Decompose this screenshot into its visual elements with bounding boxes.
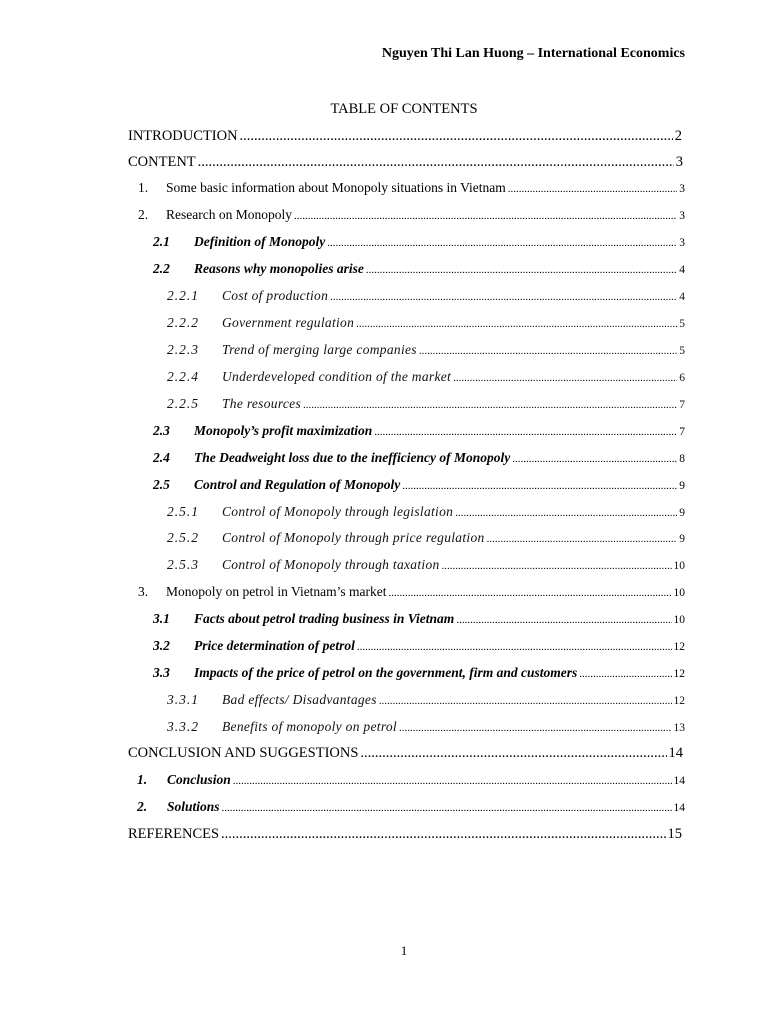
toc-leader <box>487 530 678 548</box>
toc-entry-2-2-1[interactable] <box>167 287 685 305</box>
toc-entry-page: 5 <box>679 345 685 357</box>
toc-entry-page: 3 <box>679 237 685 249</box>
toc-entry-page: 7 <box>679 426 685 438</box>
toc-entry-label: Monopoly’s profit maximization <box>194 423 373 438</box>
toc-entry-label: Bad effects/ Disadvantages <box>222 692 377 707</box>
toc-entry-label: The Deadweight loss due to the inefficiency of Monopoly <box>194 450 511 465</box>
toc-entry-number: 2.2.5 <box>167 396 199 411</box>
toc-entry-label: INTRODUCTION <box>128 128 238 144</box>
toc-entry-2-2-4[interactable] <box>167 368 685 386</box>
toc-leader <box>330 288 677 306</box>
toc-entry-number: 2. <box>138 207 149 222</box>
toc-entry-page: 2 <box>674 128 682 144</box>
toc-entry-2-5-1[interactable] <box>167 503 685 521</box>
toc-entry-number: 2.5.2 <box>167 530 199 545</box>
toc-entry-page: 5 <box>679 318 685 330</box>
toc-entry-page: 15 <box>667 826 682 842</box>
toc-entry-label: Conclusion <box>167 772 231 787</box>
toc-entry-content[interactable] <box>128 153 683 171</box>
toc-leader <box>419 342 677 360</box>
toc-leader <box>512 450 677 468</box>
toc-entry-2-3[interactable] <box>153 422 685 440</box>
toc-entry-number: 1. <box>137 772 148 787</box>
toc-entry-label: CONTENT <box>128 154 196 170</box>
toc-entry-label: Solutions <box>167 799 220 814</box>
toc-entry-page: 4 <box>679 291 685 303</box>
toc-leader <box>374 423 677 441</box>
toc-entry-label: Government regulation <box>222 315 355 330</box>
toc-entry-page: 12 <box>673 641 685 653</box>
toc-leader <box>379 692 672 710</box>
toc-entry-2-2-2[interactable] <box>167 314 685 332</box>
toc-leader <box>456 611 671 629</box>
toc-leader <box>508 180 677 198</box>
toc-entry-label: Benefits of monopoly on petrol <box>222 719 397 734</box>
toc-entry-solutions[interactable] <box>137 798 685 816</box>
toc-entry-number: 3.2 <box>153 638 170 653</box>
toc-entry-page: 10 <box>673 587 685 599</box>
page-header: Nguyen Thi Lan Huong – International Economics <box>381 46 685 61</box>
toc-entry-2-5[interactable] <box>153 476 685 494</box>
toc-leader <box>579 665 671 683</box>
toc-entry-page: 12 <box>673 668 685 680</box>
toc-entry-label: Price determination of petrol <box>194 638 355 653</box>
toc-entry-2-4[interactable] <box>153 449 685 467</box>
toc-entry-label: Impacts of the price of petrol on the government, firm and customers <box>194 665 578 680</box>
toc-entry-introduction[interactable] <box>128 127 682 145</box>
toc-entry-label: Control and Regulation of Monopoly <box>194 477 401 492</box>
toc-leader <box>294 207 677 225</box>
toc-entry-2-5-3[interactable] <box>167 556 685 574</box>
toc-entry-page: 14 <box>668 745 683 761</box>
toc-title: TABLE OF CONTENTS <box>330 101 478 117</box>
toc-entry-page: 3 <box>675 154 683 170</box>
toc-entry-label: Reasons why monopolies arise <box>194 261 364 276</box>
toc-leader <box>356 315 677 333</box>
toc-entry-page: 6 <box>679 372 685 384</box>
toc-entry-number: 2.2.4 <box>167 369 199 384</box>
toc-entry-3-2[interactable] <box>153 637 685 655</box>
toc-entry-label: Monopoly on petrol in Vietnam’s market <box>166 584 387 599</box>
toc-entry-3[interactable] <box>138 583 685 601</box>
toc-entry-number: 2. <box>137 799 148 814</box>
toc-leader <box>198 153 674 171</box>
toc-entry-number: 2.2 <box>153 261 170 276</box>
toc-entry-page: 3 <box>679 210 685 222</box>
toc-leader <box>402 477 677 495</box>
toc-entry-page: 14 <box>673 802 685 814</box>
toc-leader <box>327 234 677 252</box>
toc-entry-number: 2.2.3 <box>167 342 199 357</box>
toc-entry-page: 10 <box>673 614 685 626</box>
toc-leader <box>221 825 665 843</box>
toc-entry-number: 3.1 <box>153 611 170 626</box>
toc-entry-number: 2.3 <box>153 423 170 438</box>
toc-entry-1[interactable] <box>138 179 685 197</box>
toc-entry-label: Research on Monopoly <box>166 207 292 222</box>
toc-entry-label: Control of Monopoly through price regulation <box>222 530 485 545</box>
toc-entry-page: 14 <box>673 775 685 787</box>
toc-entry-label: Underdeveloped condition of the market <box>222 369 452 384</box>
toc-leader <box>303 396 677 414</box>
toc-entry-number: 3.3.2 <box>167 719 199 734</box>
toc-entry-2-1[interactable] <box>153 233 685 251</box>
toc-entry-2[interactable] <box>138 206 685 224</box>
toc-entry-label: CONCLUSION AND SUGGESTIONS <box>128 745 359 761</box>
toc-entry-3-3-1[interactable] <box>167 691 685 709</box>
toc-leader <box>222 799 672 817</box>
toc-entry-conclusion[interactable] <box>137 771 685 789</box>
toc-leader <box>389 584 672 602</box>
toc-entry-2-2-5[interactable] <box>167 395 685 413</box>
toc-entry-3-1[interactable] <box>153 610 685 628</box>
toc-entry-number: 2.5.1 <box>167 504 199 519</box>
toc-entry-label: The resources <box>222 396 302 411</box>
toc-entry-number: 2.2.1 <box>167 288 199 303</box>
toc-entry-number: 2.5.3 <box>167 557 199 572</box>
toc-leader <box>453 369 677 387</box>
toc-entry-3-3-2[interactable] <box>167 718 685 736</box>
toc-entry-label: REFERENCES <box>128 826 220 842</box>
toc-entry-number: 2.4 <box>153 450 170 465</box>
toc-entry-label: Facts about petrol trading business in Vietnam <box>194 611 455 626</box>
toc-entry-page: 3 <box>679 183 685 195</box>
toc-entry-label: Control of Monopoly through legislation <box>222 504 454 519</box>
toc-leader <box>366 261 677 279</box>
toc-entry-label: Trend of merging large companies <box>222 342 417 357</box>
toc-entry-number: 2.5 <box>153 477 170 492</box>
toc-entry-number: 3.3.1 <box>167 692 199 707</box>
toc-leader <box>233 772 672 790</box>
toc-entry-page: 8 <box>679 453 685 465</box>
toc-leader <box>442 557 672 575</box>
toc-entry-number: 1. <box>138 180 149 195</box>
toc-entry-page: 12 <box>673 695 685 707</box>
toc-entry-page: 9 <box>679 533 685 545</box>
toc-entry-2-5-2[interactable] <box>167 529 685 547</box>
toc-entry-page: 7 <box>679 399 685 411</box>
toc-entry-label: Some basic information about Monopoly situations in Vietnam <box>166 180 506 195</box>
toc-entry-3-3[interactable] <box>153 664 685 682</box>
toc-leader <box>240 127 673 145</box>
toc-entry-page: 13 <box>673 722 685 734</box>
toc-entry-number: 2.1 <box>153 234 170 249</box>
page-number: 1 <box>400 943 408 958</box>
toc-entry-2-2-3[interactable] <box>167 341 685 359</box>
toc-entry-page: 10 <box>673 560 685 572</box>
toc-leader <box>399 719 672 737</box>
toc-leader <box>455 504 677 522</box>
toc-leader <box>360 744 666 762</box>
toc-entry-label: Cost of production <box>222 288 329 303</box>
toc-entry-number: 3. <box>138 584 149 599</box>
toc-entry-references[interactable] <box>128 825 682 843</box>
toc-entry-number: 3.3 <box>153 665 170 680</box>
toc-entry-page: 9 <box>679 507 685 519</box>
toc-entry-conclusion-and-suggestions[interactable] <box>128 744 683 762</box>
toc-entry-page: 4 <box>679 264 685 276</box>
toc-leader <box>357 638 672 656</box>
toc-entry-number: 2.2.2 <box>167 315 199 330</box>
toc-entry-label: Definition of Monopoly <box>194 234 326 249</box>
toc-entry-label: Control of Monopoly through taxation <box>222 557 440 572</box>
toc-entry-page: 9 <box>679 480 685 492</box>
toc-entry-2-2[interactable] <box>153 260 685 278</box>
